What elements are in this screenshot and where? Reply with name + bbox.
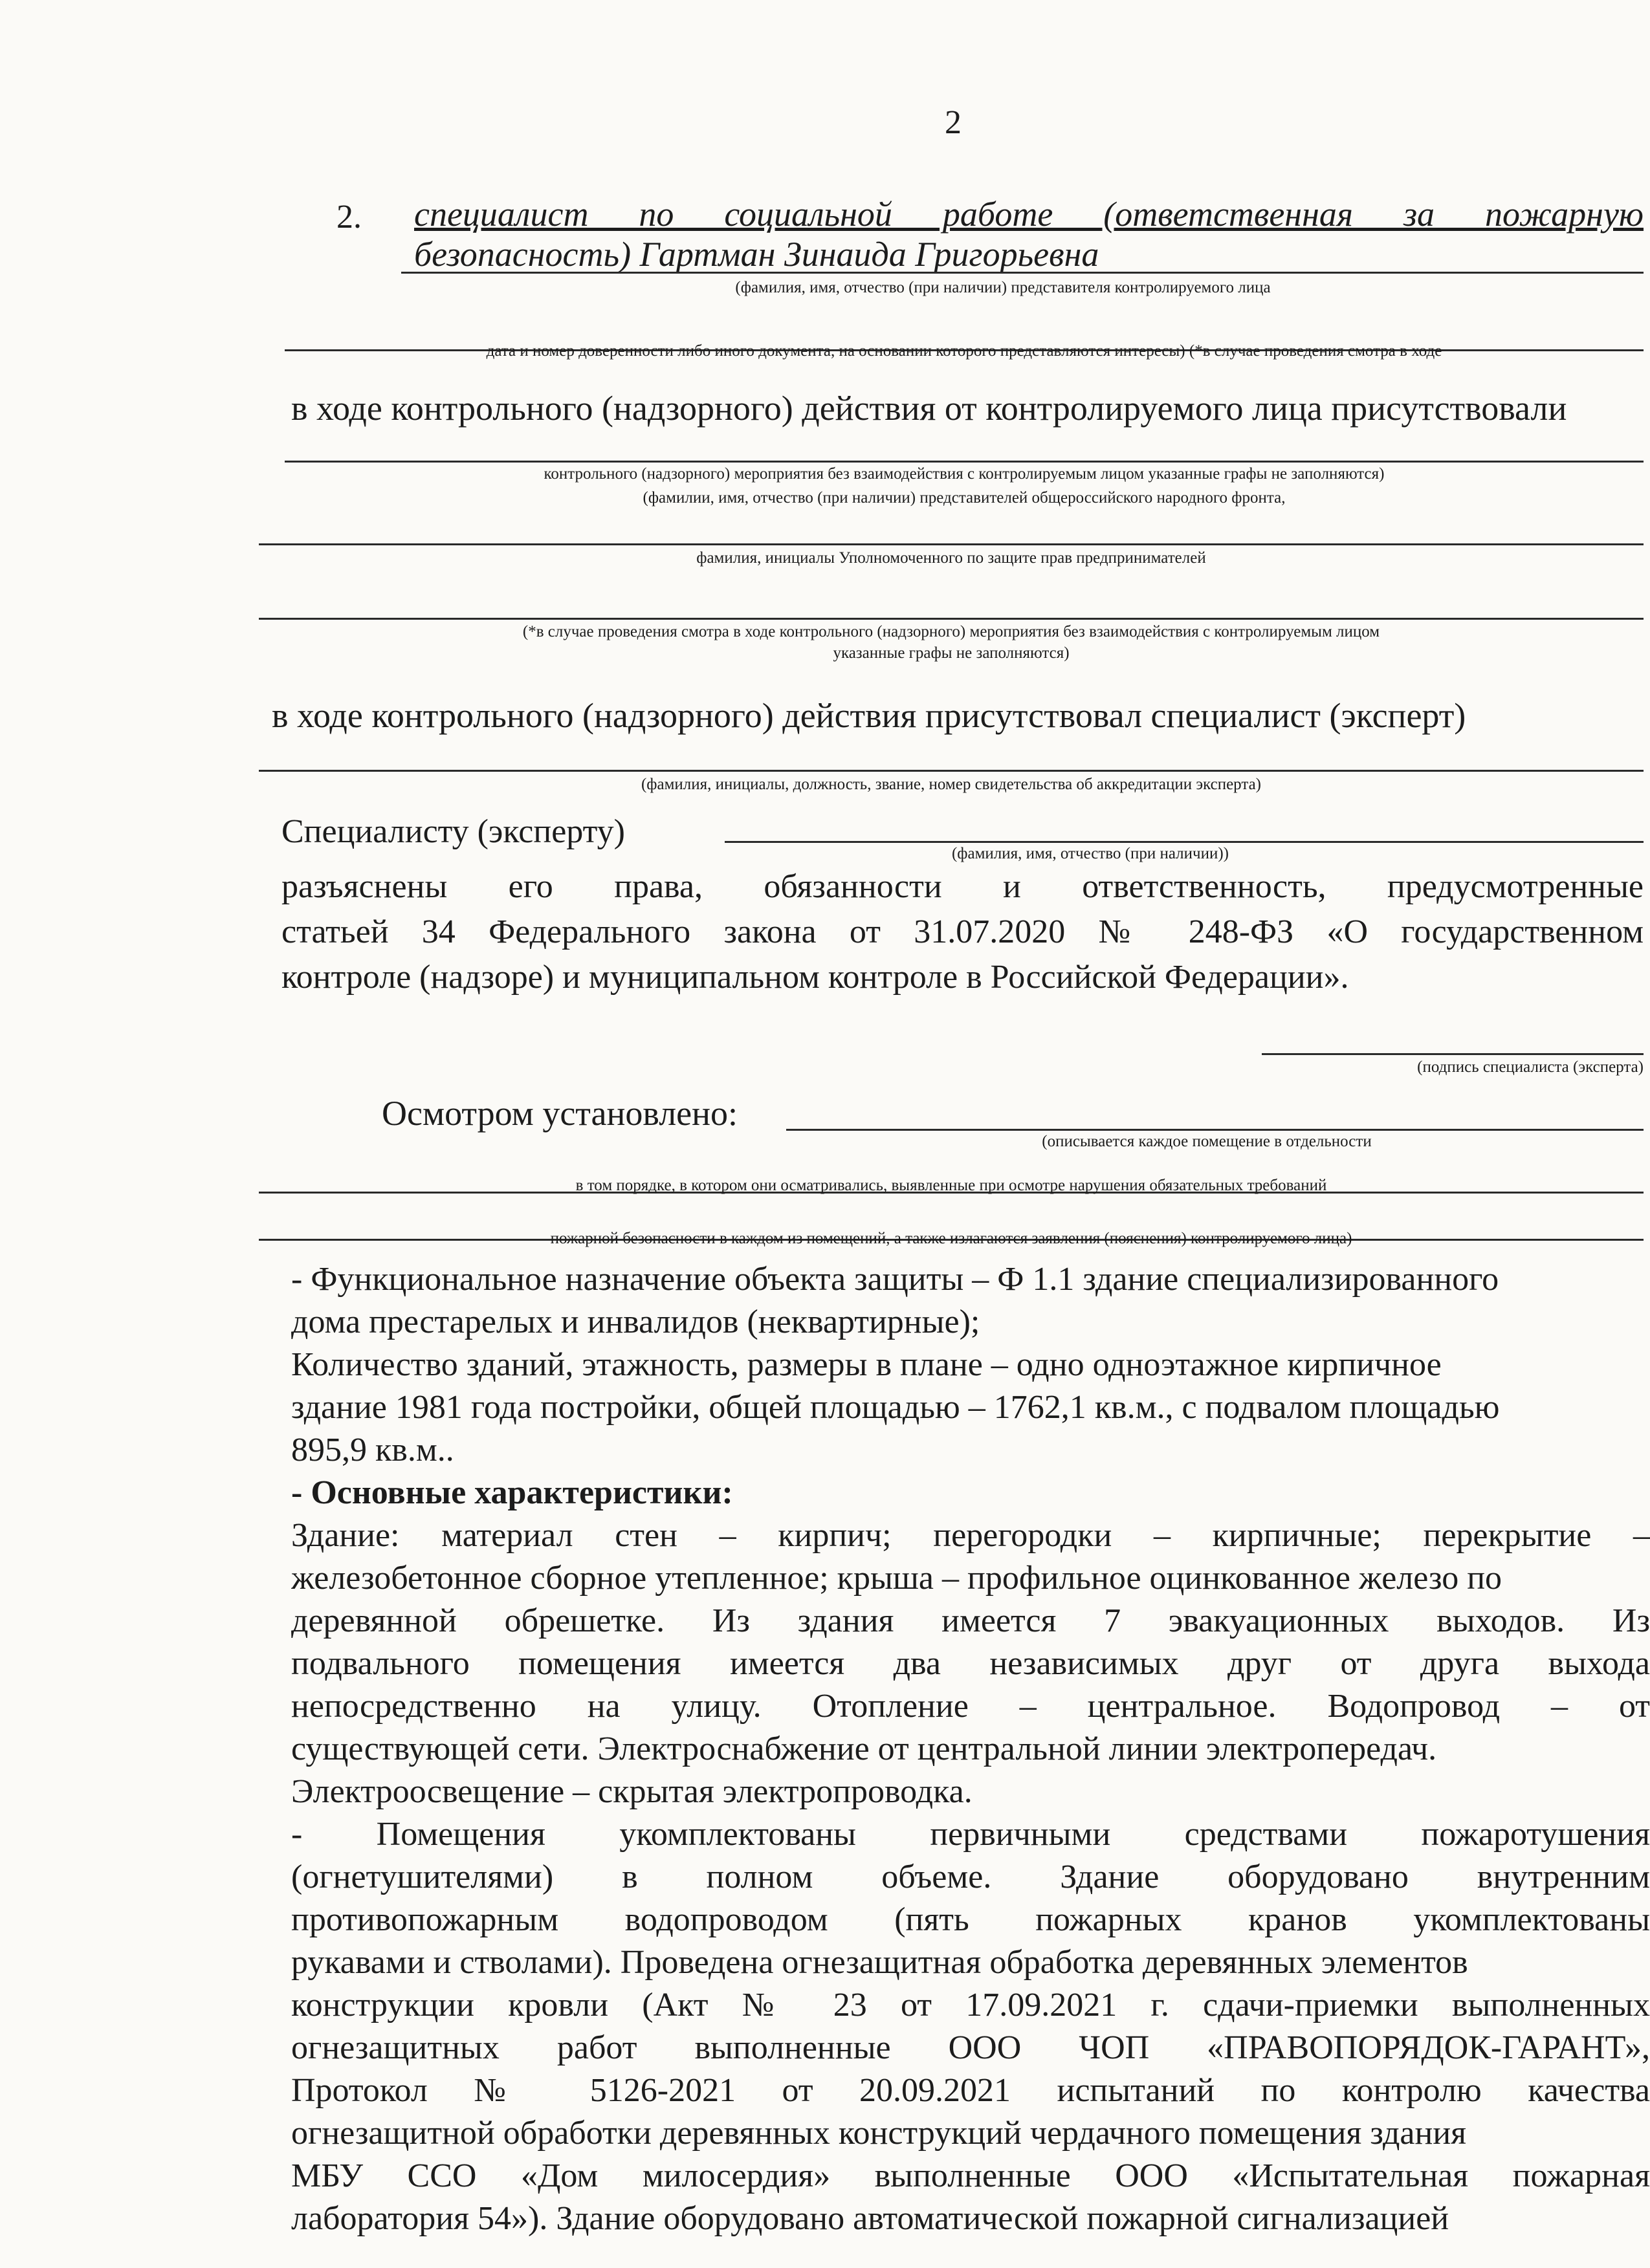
body-line: конструкции кровли (Акт № 23 от 17.09.2021 г. сдачи-приемки выполненных: [291, 1987, 1650, 2023]
body-line: дома престарелых и инвалидов (неквартирные);: [291, 1303, 980, 1340]
body-line: подвального помещения имеется два независимых друг от друга выхода: [291, 1645, 1650, 1682]
body-line: непосредственно на улицу. Отопление – центральное. Водопровод – от: [291, 1688, 1650, 1725]
representative-underline: [401, 272, 1644, 274]
body-line: (огнетушителями) в полном объеме. Здание оборудовано внутренним: [291, 1859, 1650, 1895]
caption-inspection-2: в том порядке, в котором они осматривались, выявленные при осмотре нарушения обязательных требований: [575, 1177, 1327, 1194]
caption-inspection-3: пожарной безопасности в каждом из помещений, а также излагаются заявления (пояснения) контролируемого лица): [550, 1230, 1352, 1247]
body-line: МБУ ССО «Дом милосердия» выполненные ООО «Испытательная пожарная: [291, 2157, 1650, 2194]
caption-representative: (фамилия, имя, отчество (при наличии) представителя контролируемого лица: [735, 279, 1271, 296]
body-line: здание 1981 года постройки, общей площадью – 1762,1 кв.м., с подвалом площадью: [291, 1389, 1500, 1426]
caption-present-3: фамилия, инициалы Уполномоченного по защите прав предпринимателей: [696, 549, 1206, 567]
body-line: рукавами и стволами). Проведена огнезащитная обработка деревянных элементов: [291, 1944, 1468, 1981]
body-text: [291, 1258, 1650, 2240]
body-line: 895,9 кв.м..: [291, 1432, 454, 1468]
inspection-line-1: [786, 1129, 1644, 1131]
representative-line-1: специалист по социальной работе (ответственная за пожарную: [414, 195, 1644, 234]
caption-present-4a: (*в случае проведения смотра в ходе контрольного (надзорного) мероприятия без взаимодействия с контролируемым лицом: [522, 623, 1380, 640]
caption-present-2: (фамилии, имя, отчество (при наличии) представителей общероссийского народного фронта,: [643, 489, 1286, 507]
caption-present-1: контрольного (надзорного) мероприятия без взаимодействия с контролируемым лицом указанные графы не заполняются): [544, 465, 1385, 483]
representative-line-2: безопасность) Гартман Зинаида Григорьевна: [414, 235, 1099, 274]
caption-inspection-1: (описывается каждое помещение в отдельности: [1042, 1133, 1372, 1150]
specialist-present-text: в ходе контрольного (надзорного) действия присутствовал специалист (эксперт): [272, 696, 1466, 735]
inspection-label: Осмотром установлено:: [382, 1094, 738, 1133]
body-line: лаборатория 54»). Здание оборудовано автоматической пожарной сигнализацией: [291, 2200, 1449, 2237]
specialist-details-line: [259, 770, 1644, 772]
body-line: Электроосвещение – скрытая электропроводка.: [291, 1773, 973, 1810]
specialist-label: Специалисту (эксперту): [281, 813, 625, 850]
body-line: Здание: материал стен – кирпич; перегородки – кирпичные; перекрытие –: [291, 1517, 1650, 1554]
section-heading: - Основные характеристики:: [291, 1474, 733, 1511]
body-line: Протокол № 5126-2021 от 20.09.2021 испытаний по контролю качества: [291, 2072, 1650, 2109]
body-line: - Помещения укомплектованы первичными средствами пожаротушения: [291, 1816, 1650, 1853]
specialist-name-line: [725, 841, 1644, 843]
body-line: огнезащитных работ выполненные ООО ЧОП «ПРАВОПОРЯДОК-ГАРАНТ»,: [291, 2029, 1650, 2066]
caption-present-4b: указанные графы не заполняются): [833, 644, 1070, 662]
rights-line-1: разъяснены его права, обязанности и ответственность, предусмотренные: [281, 868, 1644, 905]
present-from-controlled-text: в ходе контрольного (надзорного) действия от контролируемого лица присутствовали: [291, 389, 1567, 428]
rights-line-3: контроле (надзоре) и муниципальном контроле в Российской Федерации».: [281, 959, 1349, 996]
caption-signature: (подпись специалиста (эксперта): [1417, 1058, 1644, 1076]
body-line: железобетонное сборное утепленное; крыша – профильное оцинкованное железо по: [291, 1560, 1502, 1597]
body-line: деревянной обрешетке. Из здания имеется 7 эвакуационных выходов. Из: [291, 1602, 1650, 1639]
caption-specialist-details: (фамилия, инициалы, должность, звание, номер свидетельства об аккредитации эксперта): [641, 776, 1261, 793]
body-line: противопожарным водопроводом (пять пожарных кранов укомплектованы: [291, 1901, 1650, 1938]
body-line: - Функциональное назначение объекта защиты – Ф 1.1 здание специализированного: [291, 1261, 1499, 1298]
present-line-2: [259, 543, 1644, 545]
signature-line: [1262, 1053, 1644, 1055]
present-line-3: [259, 618, 1644, 620]
page-number: 2: [945, 104, 962, 141]
body-line: Количество зданий, этажность, размеры в плане – одно одноэтажное кирпичное: [291, 1346, 1442, 1383]
rights-line-2: статьей 34 Федерального закона от 31.07.2020 № 248-ФЗ «О государственном: [281, 913, 1644, 950]
item-number: 2.: [336, 199, 362, 235]
body-line: огнезащитной обработки деревянных конструкций чердачного помещения здания: [291, 2115, 1467, 2152]
caption-specialist-name: (фамилия, имя, отчество (при наличии)): [951, 845, 1229, 862]
present-line-1: [285, 461, 1644, 463]
caption-power-of-attorney: дата и номер доверенности либо иного документа, на основании которого представляются интересы) (*в случае проведения смотра в ходе: [486, 342, 1442, 360]
body-line: существующей сети. Электроснабжение от центральной линии электропередач.: [291, 1730, 1437, 1767]
